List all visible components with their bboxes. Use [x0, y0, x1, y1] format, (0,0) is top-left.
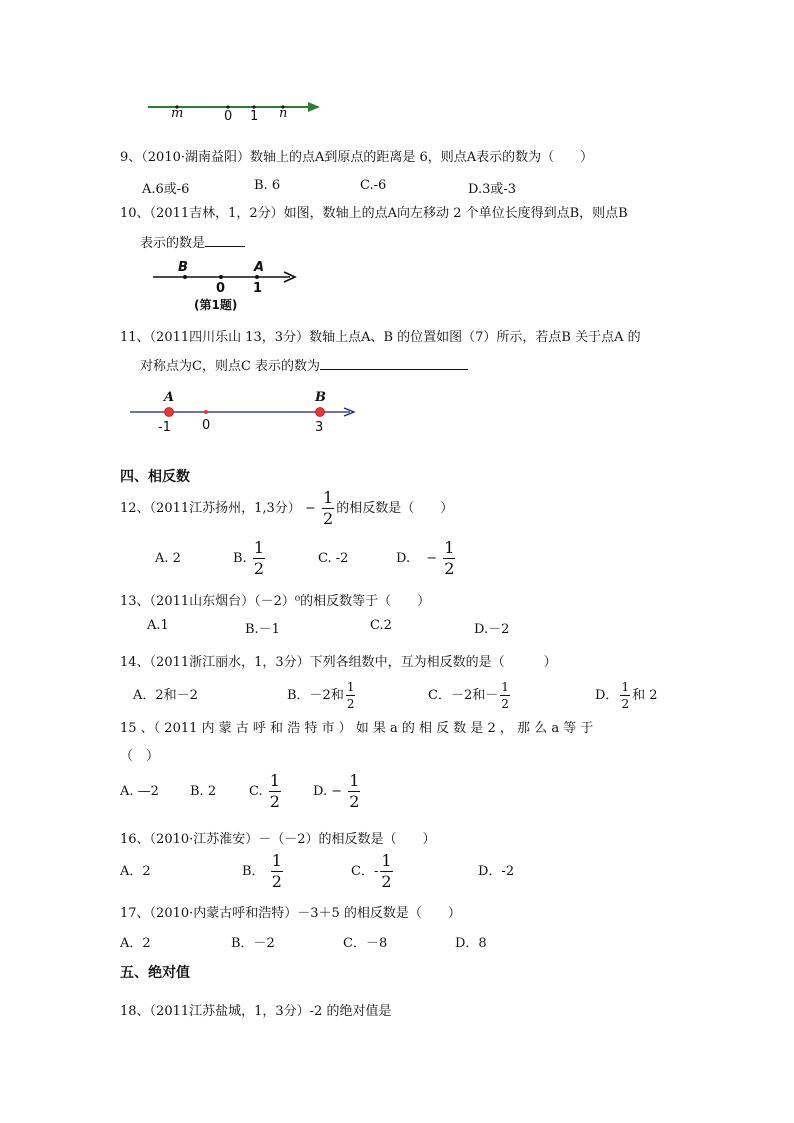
question-18-stem: 18、（2011江苏盐城，1，3分）-2 的绝对值是 — [120, 1004, 392, 1019]
fraction-one-half — [620, 681, 630, 710]
option-text: D. − — [313, 784, 343, 799]
option-letter: C. — [249, 784, 263, 799]
q15-option-b: B. 2 — [190, 784, 217, 799]
q16-option-a: A．2 — [120, 864, 151, 879]
q14-option-a: A．2和－2 — [133, 688, 198, 703]
denominator: 2 — [444, 559, 455, 578]
fraction-one-half — [380, 853, 392, 890]
label-1: 1 — [253, 281, 263, 296]
q12-option-c: C. -2 — [318, 551, 349, 566]
number-line-figure-q10 — [150, 268, 305, 288]
label-0: 0 — [224, 109, 233, 124]
number-line-figure-1 — [140, 96, 330, 126]
fraction-one-half — [253, 540, 265, 577]
q14-option-d — [595, 677, 657, 715]
q16-option-d: D．-2 — [478, 864, 515, 879]
q17-option-a: A．2 — [120, 936, 151, 951]
q17-option-d: D．8 — [455, 936, 487, 951]
question-13-stem: 13、（2011山东烟台）（－2）⁰的相反数等于（ ） — [120, 594, 431, 609]
option-letter: B． — [242, 864, 265, 879]
numerator: 1 — [271, 851, 282, 870]
option-letter: B. — [233, 551, 247, 566]
question-16-stem: 16、（2010·江苏淮安）－（－2）的相反数是（ ） — [120, 832, 436, 847]
section-heading-absolute-value: 五、绝对值 — [120, 965, 190, 981]
q12-option-b — [233, 537, 267, 581]
numerator: 1 — [269, 771, 280, 790]
numerator: 1 — [444, 538, 455, 557]
question-14-stem: 14、（2011浙江丽水，1，3分）下列各组数中，互为相反数的是（ ） — [120, 655, 557, 670]
q17-option-b: B．－2 — [231, 936, 275, 951]
q12-option-d — [396, 537, 457, 581]
q14-option-c — [428, 677, 512, 715]
numerator: 1 — [501, 680, 509, 694]
q15-option-d — [313, 772, 362, 812]
fraction-one-half — [500, 681, 510, 710]
label-b: B — [178, 260, 188, 275]
q17-option-c: C．－8 — [343, 936, 388, 951]
option-text: B．－2和 — [287, 688, 344, 703]
fraction-one-half — [322, 490, 334, 527]
figure-caption: (第1题) — [194, 298, 238, 312]
q13-option-a: A.1 — [147, 618, 169, 633]
q12-option-a: A. 2 — [155, 551, 181, 566]
q16-option-c — [351, 853, 395, 891]
fraction-one-half — [443, 540, 455, 577]
q9-option-c: C.-6 — [360, 178, 387, 193]
denominator: 2 — [253, 559, 265, 578]
fraction-one-half — [271, 853, 283, 890]
denominator: 2 — [381, 872, 392, 891]
q15-option-c — [249, 772, 283, 812]
denominator: 2 — [501, 697, 509, 711]
q11-text: 对称点为C，则点C 表示的数为 — [140, 359, 321, 374]
label-n: n — [279, 106, 288, 121]
numerator: 1 — [323, 488, 334, 507]
q12-stem-prefix: 12、（2011江苏扬州，1,3分） — [120, 501, 301, 516]
denominator: 2 — [621, 697, 630, 711]
question-11-line-1: 11、（2011四川乐山 13，3分）数轴上点A、B 的位置如图（7）所示，若点B 关于点A 的 — [120, 330, 641, 345]
question-17-stem: 17、（2010·内蒙古呼和浩特）－3＋5 的相反数是（ ） — [120, 906, 461, 921]
label-a: A — [164, 390, 175, 405]
q14-option-b — [287, 677, 357, 715]
option-text: 和 2 — [632, 688, 658, 703]
option-text: C．- — [351, 864, 379, 879]
numerator: 1 — [253, 538, 265, 557]
fraction-one-half — [346, 681, 356, 710]
section-heading-opposite-numbers: 四、相反数 — [120, 469, 190, 485]
fraction-one-half — [348, 773, 360, 810]
numerator: 1 — [381, 851, 392, 870]
option-letter: D. — [396, 551, 411, 566]
numerator: 1 — [621, 680, 630, 694]
label-m: m — [171, 106, 184, 121]
q12-stem-suffix: 的相反数是（ ） — [336, 501, 454, 516]
question-15-line-1: 15 、（ 2011 内 蒙 古 呼 和 浩 特 市 ） 如 果 a 的 相 反 数 是 2 ， 那 么 a 等 于 — [120, 721, 594, 736]
question-12-stem — [120, 490, 453, 527]
q16-option-b — [242, 853, 285, 891]
question-9-stem: 9、（2010·湖南益阳）数轴上的点A到原点的距离是 6，则点A表示的数为（ ） — [120, 150, 594, 165]
numerator: 1 — [349, 771, 360, 790]
denominator: 2 — [349, 792, 360, 811]
label-0: 0 — [216, 281, 226, 296]
label-1: 1 — [250, 109, 259, 124]
answer-blank — [320, 368, 468, 370]
question-10-line-2 — [140, 232, 245, 251]
q13-option-b: B.－1 — [245, 622, 280, 637]
q9-option-b: B. 6 — [254, 178, 281, 193]
q10-text: 表示的数是 — [140, 236, 206, 251]
fraction-one-half — [269, 773, 281, 810]
q13-option-c: C.2 — [370, 618, 392, 633]
option-text: C．－2和－ — [428, 688, 499, 703]
question-10-line-1: 10、（2011吉林，1，2分）如图，数轴上的点A向左移动 2 个单位长度得到点B，则点B — [120, 206, 628, 221]
label-a: A — [254, 260, 265, 275]
minus-sign: − — [426, 551, 438, 566]
label-b: B — [315, 390, 326, 405]
denominator: 2 — [271, 872, 282, 891]
tick-label-minus-1: -1 — [158, 420, 171, 435]
answer-blank — [205, 245, 245, 247]
tick-label-3: 3 — [315, 420, 324, 435]
denominator: 2 — [269, 792, 280, 811]
q15-option-a: A. —2 — [120, 784, 159, 799]
option-letter: D． — [595, 688, 619, 703]
q9-option-d: D.3或-3 — [468, 182, 517, 197]
question-11-line-2 — [140, 355, 468, 374]
denominator: 2 — [346, 697, 355, 711]
question-15-line-2: （ ） — [120, 749, 160, 764]
q9-option-a: A.6或-6 — [142, 182, 190, 197]
q13-option-d: D.－2 — [474, 622, 510, 637]
tick-label-0: 0 — [202, 418, 211, 433]
numerator: 1 — [346, 680, 355, 694]
minus-sign: − — [304, 501, 316, 516]
denominator: 2 — [323, 509, 334, 528]
